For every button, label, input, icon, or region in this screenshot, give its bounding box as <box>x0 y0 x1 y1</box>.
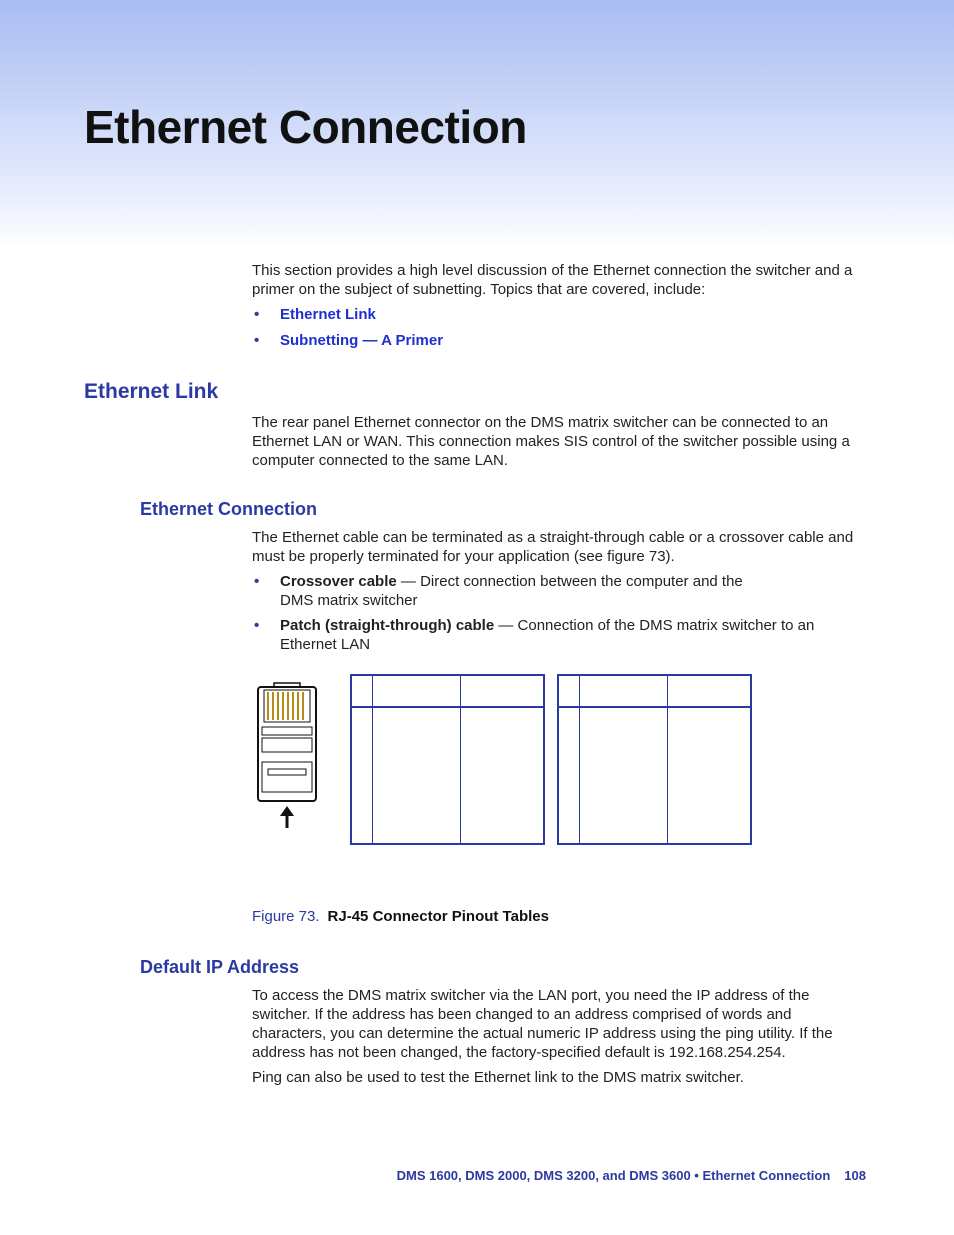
ping-paragraph: Ping can also be used to test the Ethernet link to the DMS matrix switcher. <box>252 1069 744 1086</box>
link-ethernet-link[interactable]: Ethernet Link <box>280 306 376 323</box>
rj45-connector-illustration <box>252 680 324 832</box>
ethernet-connection-paragraph: The Ethernet cable can be terminated as a straight-through cable or a crossover cable and must be properly terminated for your application (see figure 73). <box>252 529 854 565</box>
link-subnetting-primer[interactable]: Subnetting — A Primer <box>280 332 444 349</box>
pinout-table-patch <box>557 674 752 845</box>
figure-caption <box>252 908 549 925</box>
bullet-icon: • <box>254 306 260 323</box>
list-item <box>252 572 760 610</box>
topic-list <box>252 305 864 350</box>
figure-title: RJ-45 Connector Pinout Tables <box>327 908 549 925</box>
figure-number: Figure 73. <box>252 908 320 925</box>
page-footer <box>397 1168 866 1183</box>
ethernet-link-paragraph: The rear panel Ethernet connector on the DMS matrix switcher can be connected to an Ethernet LAN or WAN. This connection makes SIS control of the switcher possible using a computer connected to the same LAN. <box>252 414 850 469</box>
bullet-icon: • <box>254 332 260 349</box>
intro-paragraph: This section provides a high level discussion of the Ethernet connection the switcher and a primer on the subject of subnetting. Topics that are covered, include: <box>252 262 853 298</box>
bullet-icon: • <box>254 617 260 634</box>
bullet-term: Patch (straight-through) cable <box>280 617 495 634</box>
subsection-heading-ethernet-connection: Ethernet Connection <box>140 499 318 519</box>
page-number: 108 <box>844 1168 866 1183</box>
list-item[interactable] <box>252 331 864 350</box>
bullet-term: Crossover cable <box>280 573 397 590</box>
pinout-table-crossover <box>350 674 545 845</box>
footer-text: DMS 1600, DMS 2000, DMS 3200, and DMS 3600 • Ethernet Connection <box>396 1168 831 1183</box>
cable-type-list <box>252 572 864 654</box>
page-title: Ethernet Connection <box>84 101 527 153</box>
bullet-description: — Connection of the DMS matrix switcher to an Ethernet LAN <box>280 617 815 653</box>
default-ip-paragraph: To access the DMS matrix switcher via the LAN port, you need the IP address of the switcher. If the address has been changed to an address comprised of words and characters, you can determine the actual numeric IP address using the ping utility. If the address has not been changed, the factory-specified default is 192.168.254.254. <box>252 987 833 1061</box>
bullet-description: — Direct connection between the computer and the DMS matrix switcher <box>280 573 743 609</box>
subsection-heading-default-ip: Default IP Address <box>140 957 300 977</box>
bullet-icon: • <box>254 573 260 590</box>
list-item <box>252 616 864 654</box>
list-item[interactable] <box>252 305 864 324</box>
section-heading-ethernet-link: Ethernet Link <box>84 380 219 403</box>
